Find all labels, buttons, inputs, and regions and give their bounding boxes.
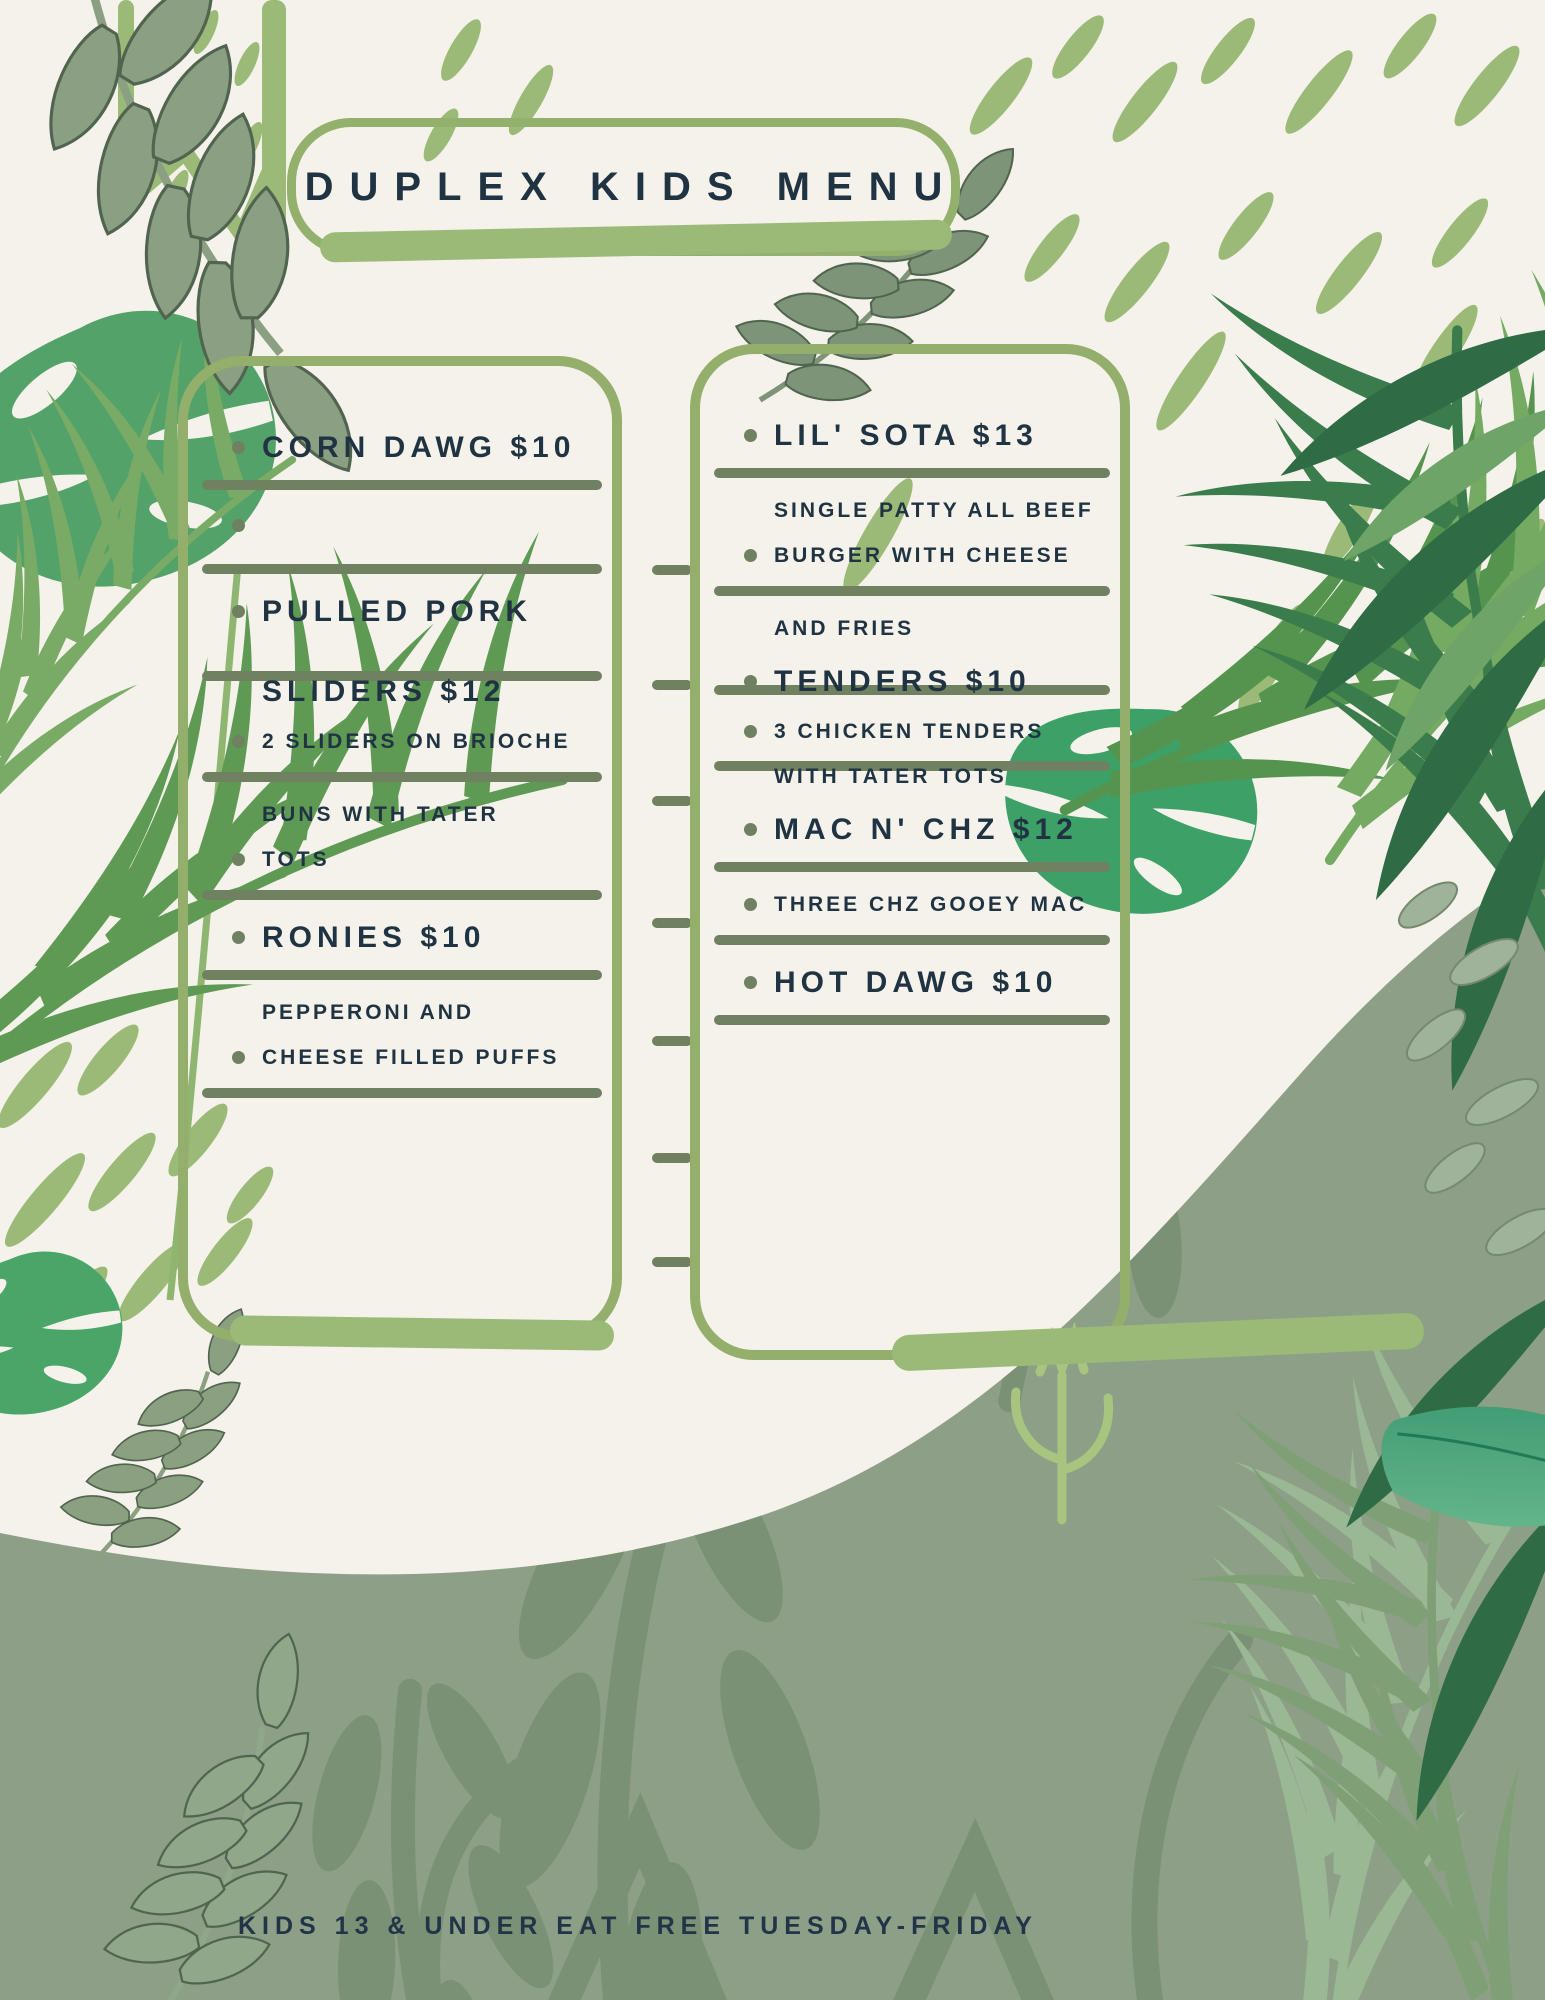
menu-item-description xyxy=(228,727,588,757)
bullet-dot-icon xyxy=(744,725,757,738)
menu-text: BUNS WITH TATER xyxy=(262,803,499,826)
menu-item-description xyxy=(740,541,1096,571)
menu-text: WITH TATER TOTS xyxy=(774,765,1007,788)
menu-text: RONIES $10 xyxy=(262,921,486,954)
brush-stroke-left-box xyxy=(230,1315,614,1350)
bullet-dot-icon xyxy=(744,549,757,562)
bullet-dot-icon xyxy=(744,976,757,989)
divider-line xyxy=(202,564,602,574)
menu-text: HOT DAWG $10 xyxy=(774,966,1058,999)
menu-text: 3 CHICKEN TENDERS xyxy=(774,720,1045,743)
menu-panel-right xyxy=(690,344,1130,1360)
divider-line xyxy=(202,480,602,490)
page-title: DUPLEX KIDS MENU xyxy=(304,164,959,209)
menu-item-description xyxy=(740,717,1096,747)
menu-text: 2 SLIDERS ON BRIOCHE xyxy=(262,730,571,753)
menu-column-left xyxy=(188,366,612,1332)
bullet-dot-icon xyxy=(744,675,757,688)
menu-text: CHEESE FILLED PUFFS xyxy=(262,1046,560,1069)
menu-item-description xyxy=(228,998,588,1028)
bullet-dot-icon xyxy=(744,898,757,911)
divider-line xyxy=(714,935,1110,945)
divider-line xyxy=(202,772,602,782)
menu-item-description xyxy=(228,1043,588,1073)
menu-text: CORN DAWG $10 xyxy=(262,431,576,464)
divider-line xyxy=(714,1015,1110,1025)
menu-text: MAC N' CHZ $12 xyxy=(774,813,1078,846)
menu-item-name xyxy=(228,592,588,632)
menu-text: LIL' SOTA $13 xyxy=(774,419,1038,452)
menu-text: BURGER WITH CHEESE xyxy=(774,544,1071,567)
menu-panel-left xyxy=(178,356,622,1342)
line-stubs xyxy=(652,565,692,1267)
menu-item-description xyxy=(740,496,1096,526)
bullet-dot-icon xyxy=(232,931,245,944)
bullet-dot-icon xyxy=(232,853,245,866)
divider-line xyxy=(714,468,1110,478)
menu-item-description xyxy=(740,614,1096,644)
menu-text: THREE CHZ GOOEY MAC xyxy=(774,893,1088,916)
menu-item-name xyxy=(740,662,1096,702)
divider-line xyxy=(714,862,1110,872)
bullet-dot-icon xyxy=(232,735,245,748)
menu-column-right xyxy=(700,354,1120,1350)
menu-item-name xyxy=(740,810,1096,850)
divider-line xyxy=(202,890,602,900)
bullet-dot-icon xyxy=(232,441,245,454)
menu-item-name xyxy=(740,416,1096,456)
monstera-leaf-art-bottom-left xyxy=(0,1241,133,1426)
menu-text: AND FRIES xyxy=(774,617,915,640)
menu-text: SLIDERS $12 xyxy=(262,675,506,708)
divider-line xyxy=(202,1088,602,1098)
bullet-dot-icon xyxy=(744,429,757,442)
menu-text: SINGLE PATTY ALL BEEF xyxy=(774,499,1094,522)
menu-text: PULLED PORK xyxy=(262,595,533,628)
menu-text: TENDERS $10 xyxy=(774,665,1031,698)
menu-item-description xyxy=(228,800,588,830)
menu-item-description xyxy=(740,762,1096,792)
divider-line xyxy=(714,586,1110,596)
menu-item-description xyxy=(740,890,1096,920)
bullet-dot-icon xyxy=(232,1051,245,1064)
bullet-dot-icon xyxy=(232,605,245,618)
empty-line xyxy=(228,508,588,554)
menu-item-name xyxy=(228,672,588,712)
footer-note: KIDS 13 & UNDER EAT FREE TUESDAY-FRIDAY xyxy=(238,1912,1038,1940)
divider-line xyxy=(202,970,602,980)
menu-item-description xyxy=(228,845,588,875)
bullet-dot-icon xyxy=(232,519,245,532)
menu-item-name xyxy=(740,963,1096,1003)
bullet-dot-icon xyxy=(744,823,757,836)
menu-item-name xyxy=(228,918,588,958)
menu-text: PEPPERONI AND xyxy=(262,1001,475,1024)
menu-text: TOTS xyxy=(262,848,330,871)
menu-item-name xyxy=(228,428,588,468)
